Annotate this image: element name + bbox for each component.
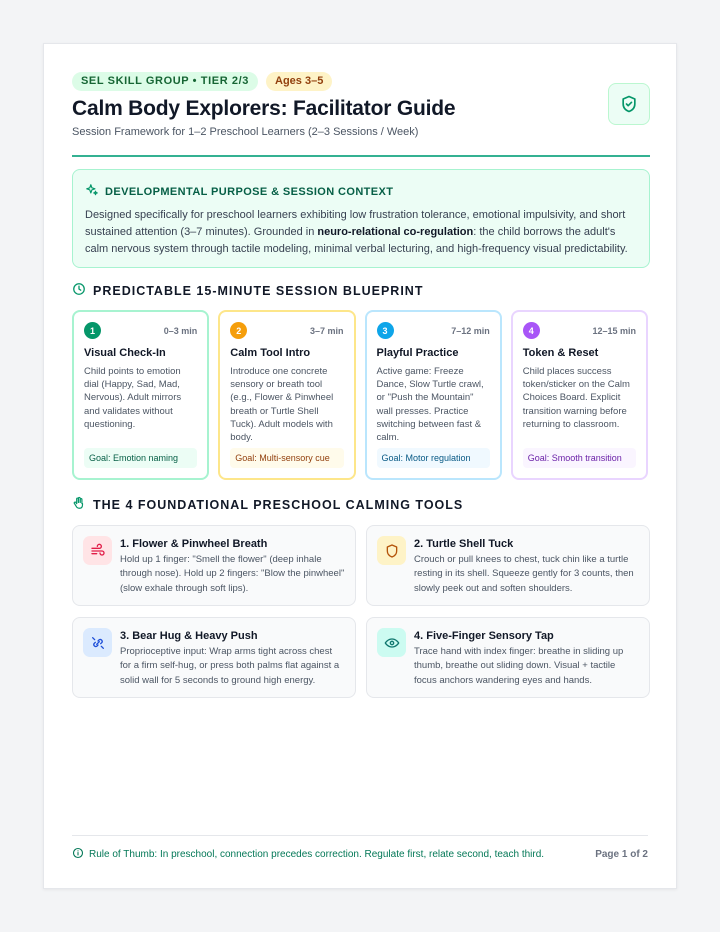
- step-body: Child places success token/sticker on the Calm Choices Board. Explicit transition warning before returning to classroom.: [522, 366, 630, 430]
- blueprint-steps: [72, 310, 650, 480]
- tool-title: 1. Flower & Pinwheel Breath: [120, 538, 268, 550]
- step-time: 12–15 min: [592, 325, 636, 336]
- shield-icon: [377, 536, 406, 565]
- context-heading: [85, 183, 637, 200]
- document-page: [43, 43, 677, 889]
- tool-body: Hold up 1 finger: "Smell the flower" (deep inhale through nose). Hold up 2 fingers: "Blow the pinwheel" (slow exhale through soft lips).: [120, 554, 345, 594]
- header-pills: [72, 72, 650, 91]
- age-pill: Ages 3–5: [266, 72, 332, 91]
- page-subtitle: Session Framework for 1–2 Preschool Learners (2–3 Sessions / Week): [72, 126, 419, 138]
- footer-rule-text: Rule of Thumb: In preschool, connection precedes correction. Regulate first, relate second, teach third.: [89, 849, 545, 860]
- step-time: 0–3 min: [163, 325, 198, 336]
- blueprint-heading: [72, 282, 650, 299]
- tools-heading-text: THE 4 FOUNDATIONAL PRESCHOOL CALMING TOOLS: [93, 497, 464, 512]
- clock-icon: [72, 282, 86, 299]
- step-body: Child points to emotion dial (Happy, Sad, Mad, Nervous). Adult mirrors and validates without questioning.: [84, 366, 182, 430]
- step-card-4: [511, 310, 648, 480]
- step-number: 1: [84, 322, 101, 339]
- context-heading-text: DEVELOPMENTAL PURPOSE & SESSION CONTEXT: [105, 185, 394, 198]
- step-goal: Goal: Emotion naming: [84, 448, 197, 468]
- shield-check-icon: [608, 83, 650, 125]
- page-number: Page 1 of 2: [595, 849, 648, 860]
- context-text-bold: neuro-relational co-regulation: [317, 226, 474, 238]
- tools-heading: [72, 496, 650, 513]
- step-title: Visual Check-In: [84, 347, 166, 359]
- step-number: 2: [230, 322, 247, 339]
- link-icon: [83, 628, 112, 657]
- step-title: Token & Reset: [522, 347, 599, 359]
- step-card-1: [72, 310, 209, 480]
- tool-title: 3. Bear Hug & Heavy Push: [120, 630, 258, 642]
- context-text-b: : the child borrows the adult's calm nervous system through tactile modeling, minimal verbal lecturing, and high-frequency visual predictability.: [85, 226, 628, 255]
- group-pill: SEL SKILL GROUP • TIER 2/3: [72, 72, 258, 91]
- sparkles-icon: [85, 183, 99, 200]
- step-card-2: [218, 310, 355, 480]
- tool-title: 2. Turtle Shell Tuck: [414, 538, 514, 550]
- step-number: 4: [523, 322, 540, 339]
- tools-grid: [72, 525, 650, 698]
- footer-rule: [72, 847, 544, 862]
- tool-title: 4. Five-Finger Sensory Tap: [414, 630, 554, 642]
- page-footer: [72, 835, 648, 862]
- step-number: 3: [377, 322, 394, 339]
- context-box: [72, 169, 650, 268]
- step-time: 7–12 min: [451, 325, 490, 336]
- tool-card-1: [72, 525, 356, 606]
- step-title: Playful Practice: [376, 347, 459, 359]
- page-title: Calm Body Explorers: Facilitator Guide: [72, 97, 456, 120]
- eye-icon: [377, 628, 406, 657]
- tool-body: Crouch or pull knees to chest, tuck chin like a turtle resting in its shell. Squeeze gently for 3 counts, then slowly peek out and soften shoulders.: [414, 554, 634, 594]
- hand-icon: [72, 496, 86, 513]
- step-card-3: [365, 310, 502, 480]
- context-text: [85, 207, 637, 258]
- step-goal: Goal: Multi-sensory cue: [230, 448, 343, 468]
- step-goal: Goal: Motor regulation: [377, 448, 490, 468]
- step-time: 3–7 min: [309, 325, 344, 336]
- step-title: Calm Tool Intro: [230, 347, 311, 359]
- tool-body: Proprioceptive input: Wrap arms tight across chest for a firm self-hug, or press both palms flat against a solid wall for 5 seconds to ground high energy.: [120, 646, 340, 686]
- wind-icon: [83, 536, 112, 565]
- context-text-a: Designed specifically for preschool learners exhibiting low frustration tolerance, emotional impulsivity, and short sustained attention (3–7 minutes). Grounded in: [85, 209, 626, 238]
- blueprint-heading-text: PREDICTABLE 15-MINUTE SESSION BLUEPRINT: [93, 283, 424, 298]
- tool-card-3: [72, 617, 356, 698]
- tool-card-4: [366, 617, 650, 698]
- tool-card-2: [366, 525, 650, 606]
- step-body: Active game: Freeze Dance, Slow Turtle crawl, or "Push the Mountain" wall presses. Practice switching between fast & calm.: [376, 366, 484, 444]
- info-icon: [72, 847, 84, 862]
- step-body: Introduce one concrete sensory or breath tool (e.g., Flower & Pinwheel breath or Turtle Shell Tuck). Adult models with body.: [230, 366, 334, 444]
- header-divider: [72, 155, 650, 157]
- tool-body: Trace hand with index finger: breathe in sliding up thumb, breathe out sliding down. Visual + tactile focus anchors wandering eyes and hands.: [414, 646, 624, 686]
- step-goal: Goal: Smooth transition: [523, 448, 636, 468]
